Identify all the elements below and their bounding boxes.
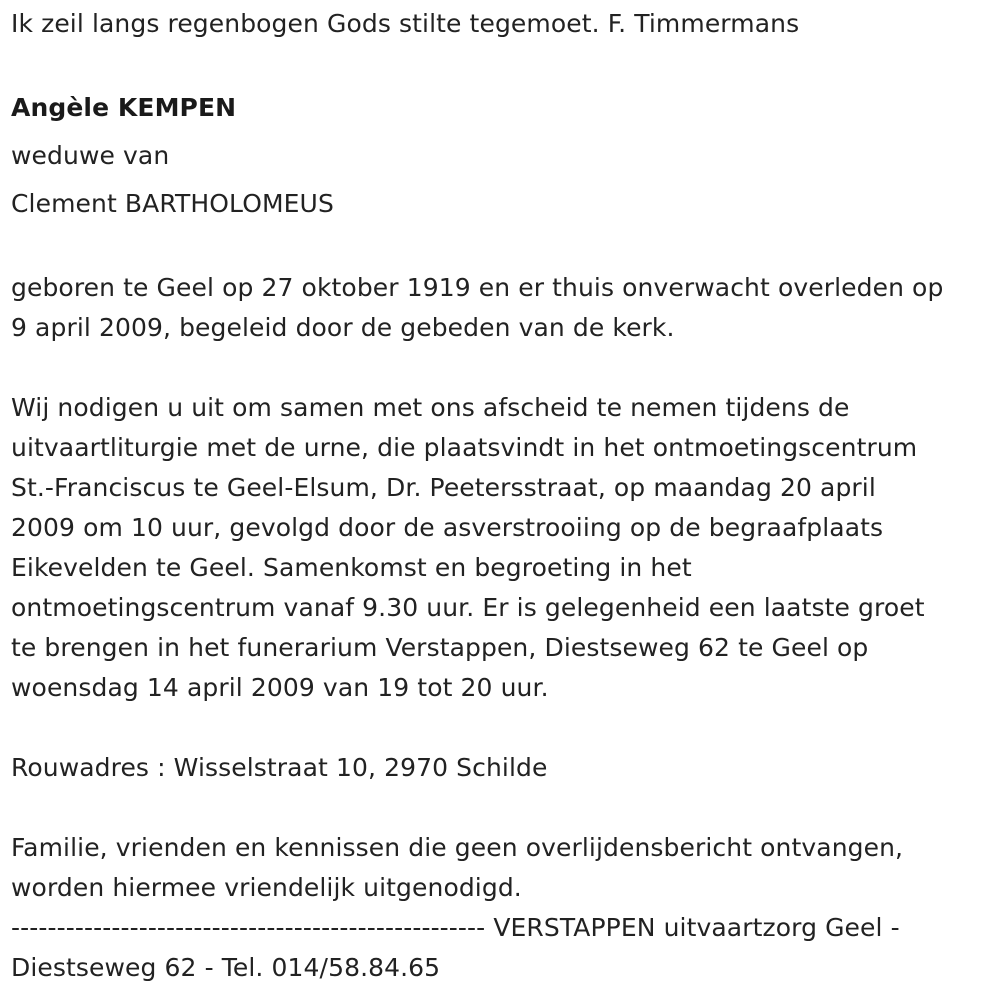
invitation-line: Eikevelden te Geel. Samenkomst en begroeting in het bbox=[11, 553, 692, 582]
invitation-line: te brengen in het funerarium Verstappen, Diestseweg 62 te Geel op bbox=[11, 633, 869, 662]
mourning-address: Rouwadres : Wisselstraat 10, 2970 Schilde bbox=[11, 753, 548, 782]
closing-line: Familie, vrienden en kennissen die geen overlijdensbericht ontvangen, bbox=[11, 833, 904, 862]
birth-death-line: 9 april 2009, begeleid door de gebeden van de kerk. bbox=[11, 313, 675, 342]
footer-line: Diestseweg 62 - Tel. 014/58.84.65 bbox=[11, 953, 441, 982]
birth-death-paragraph bbox=[11, 268, 991, 348]
quote-line: Ik zeil langs regenbogen Gods stilte tegemoet. F. Timmermans bbox=[11, 9, 800, 38]
mourning-address-paragraph bbox=[11, 748, 991, 788]
relation-text: weduwe van bbox=[11, 141, 170, 170]
birth-death-line: geboren te Geel op 27 oktober 1919 en er thuis onverwacht overleden op bbox=[11, 273, 944, 302]
obituary-document bbox=[11, 4, 991, 988]
invitation-line: 2009 om 10 uur, gevolgd door de asverstrooiing op de begraafplaats bbox=[11, 513, 884, 542]
spouse-name: Clement BARTHOLOMEUS bbox=[11, 189, 334, 218]
closing-paragraph bbox=[11, 828, 991, 988]
deceased-name: Angèle KEMPEN bbox=[11, 93, 237, 122]
invitation-line: Wij nodigen u uit om samen met ons afscheid te nemen tijdens de bbox=[11, 393, 850, 422]
invitation-line: ontmoetingscentrum vanaf 9.30 uur. Er is gelegenheid een laatste groet bbox=[11, 593, 925, 622]
deceased-block bbox=[11, 84, 991, 228]
invitation-line: woensdag 14 april 2009 van 19 tot 20 uur. bbox=[11, 673, 549, 702]
footer-line: ---------------------------------------------------- VERSTAPPEN uitvaartzorg Geel - bbox=[11, 913, 900, 942]
invitation-line: uitvaartliturgie met de urne, die plaatsvindt in het ontmoetingscentrum bbox=[11, 433, 918, 462]
invitation-paragraph bbox=[11, 388, 991, 708]
invitation-line: St.-Franciscus te Geel-Elsum, Dr. Peetersstraat, op maandag 20 april bbox=[11, 473, 876, 502]
closing-line: worden hiermee vriendelijk uitgenodigd. bbox=[11, 873, 522, 902]
